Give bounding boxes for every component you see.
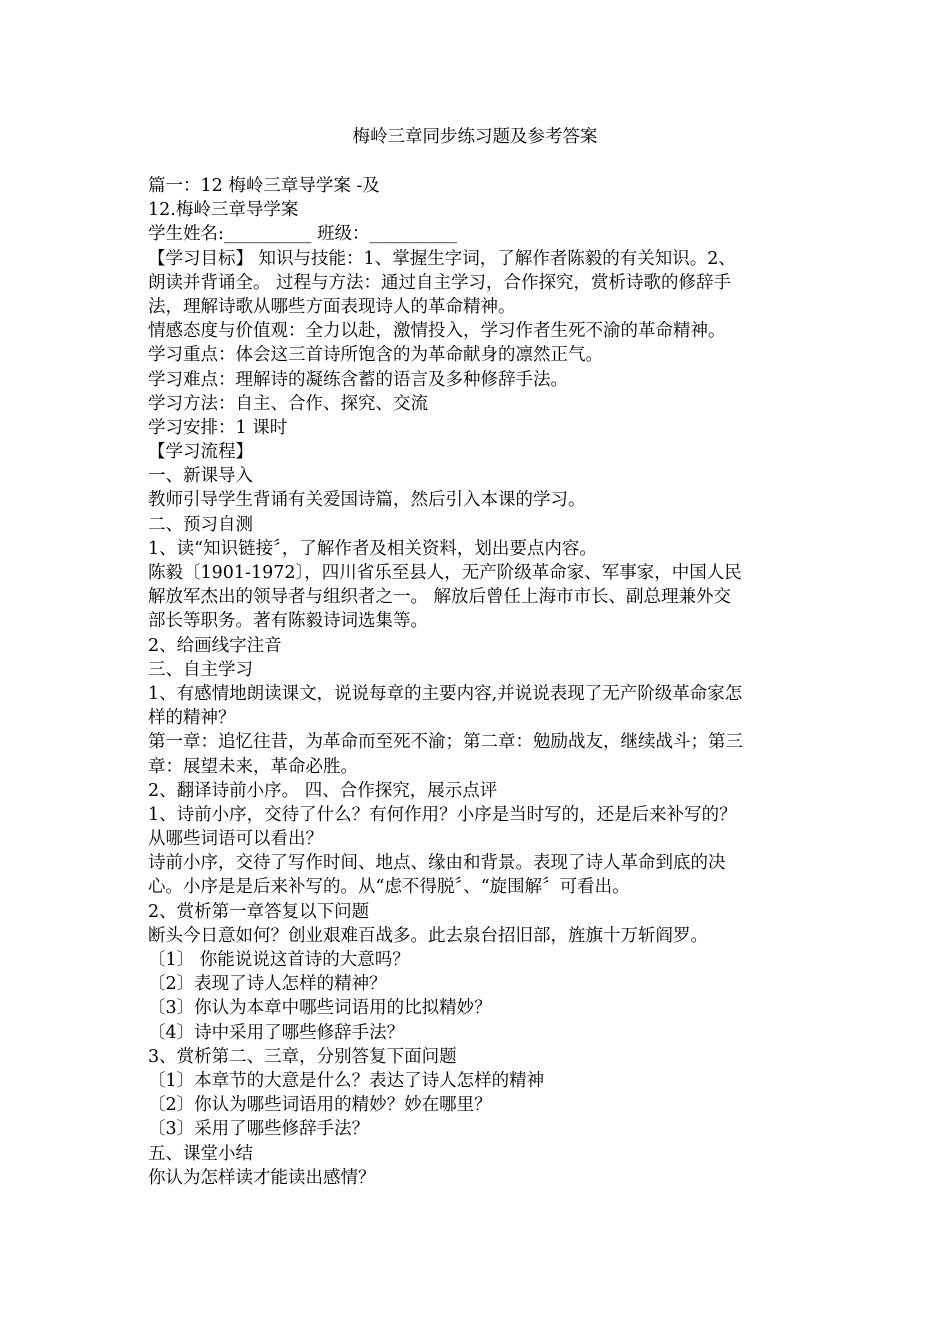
text-line: 2、翻译诗前小序。 四、合作探究，展示点评 bbox=[148, 780, 498, 801]
text-line: 章：展望未来，革命必胜。 bbox=[148, 756, 358, 777]
text-line: 〔1〕本章节的大意是什么？表达了诗人怎样的精神 bbox=[148, 1070, 545, 1091]
text-line: 朗读并背诵全。 过程与方法：通过自主学习，合作探究，赏析诗歌的修辞手 bbox=[148, 272, 732, 293]
text-line: 诗前小序，交待了写作时间、地点、缘由和背景。表现了诗人革命到底的决 bbox=[148, 853, 726, 874]
text-line: 二、预习自测 bbox=[148, 514, 253, 535]
text-line: 第一章：追忆往昔，为革命而至死不渝；第二章：勉励战友，继续战斗；第三 bbox=[148, 732, 743, 753]
text-line: 法，理解诗歌从哪些方面表现诗人的革命精神。 bbox=[148, 296, 516, 317]
text-line: 一、新课导入 bbox=[148, 466, 253, 487]
text-line: 〔1〕 你能说说这首诗的大意吗？ bbox=[148, 950, 410, 970]
text-line: 部长等职务。著有陈毅诗词选集等。 bbox=[148, 611, 428, 632]
text-line: 学习安排：1 课时 bbox=[148, 417, 288, 438]
text-line: 五、课堂小结 bbox=[148, 1143, 253, 1164]
text-line: 你认为怎样读才能读出感情？ bbox=[148, 1167, 376, 1188]
text-line: 教师引导学生背诵有关爱国诗篇，然后引入本课的学习。 bbox=[148, 490, 586, 511]
text-line: 〔3〕你认为本章中哪些词语用的比拟精妙？ bbox=[148, 998, 492, 1019]
text-line: 12.梅岭三章导学案 bbox=[148, 200, 299, 221]
text-line: 三、自主学习 bbox=[148, 659, 253, 680]
text-line: 解放军杰出的领导者与组织者之一。 解放后曾任上海市市长、副总理兼外交 bbox=[148, 587, 732, 608]
text-line: 1、读“知识链接〞，了解作者及相关资料，划出要点内容。 bbox=[148, 538, 597, 559]
text-line: 陈毅〔1901-1972〕，四川省乐至县人，无产阶级革命家、军事家，中国人民 bbox=[148, 563, 742, 583]
text-line: 〔4〕诗中采用了哪些修辞手法？ bbox=[148, 1022, 405, 1043]
text-line: 【学习目标】 知识与技能：1、掌握生字词，了解作者陈毅的有关知识。2、 bbox=[148, 248, 736, 269]
text-line: 学习重点：体会这三首诗所饱含的为革命献身的凛然正气。 bbox=[148, 345, 603, 366]
text-line: 〔2〕表现了诗人怎样的精神？ bbox=[148, 974, 387, 995]
text-line: 2、给画线字注音 bbox=[148, 635, 282, 656]
text-line: 2、赏析第一章答复以下问题 bbox=[148, 901, 370, 922]
text-line: 断头今日意如何？创业艰难百战多。此去泉台招旧部，旌旗十万斩阎罗。 bbox=[148, 925, 708, 946]
text-line: 〔3〕采用了哪些修辞手法？ bbox=[148, 1119, 370, 1140]
text-line: 心。小序是是后来补写的。从“虑不得脱〞、“旋围解〞可看出。 bbox=[148, 877, 630, 898]
text-line: 学生姓名:__________ 班级：__________ bbox=[148, 224, 457, 245]
text-line: 篇一：12 梅岭三章导学案 -及 bbox=[148, 176, 380, 196]
document-body bbox=[148, 174, 808, 1190]
document-title: 梅岭三章同步练习题及参考答案 bbox=[352, 127, 598, 147]
text-line: 〔2〕你认为哪些词语用的精妙？妙在哪里？ bbox=[148, 1095, 492, 1116]
text-line: 样的精神？ bbox=[148, 708, 236, 729]
text-line: 【学习流程】 bbox=[148, 442, 253, 463]
text-line: 学习方法：自主、合作、探究、交流 bbox=[148, 393, 428, 414]
text-line: 3、赏析第二、三章，分别答复下面问题 bbox=[148, 1046, 457, 1067]
text-line: 学习难点：理解诗的凝练含蓄的语言及多种修辞手法。 bbox=[148, 369, 568, 390]
text-line: 情感态度与价值观：全力以赴，激情投入，学习作者生死不渝的革命精神。 bbox=[148, 321, 726, 342]
text-line: 从哪些词语可以看出？ bbox=[148, 829, 323, 850]
text-line: 1、诗前小序，交待了什么？有何作用？小序是当时写的，还是后来补写的？ bbox=[148, 804, 737, 825]
text-line: 1、有感情地朗读课文，说说每章的主要内容,并说说表现了无产阶级革命家怎 bbox=[148, 683, 743, 704]
